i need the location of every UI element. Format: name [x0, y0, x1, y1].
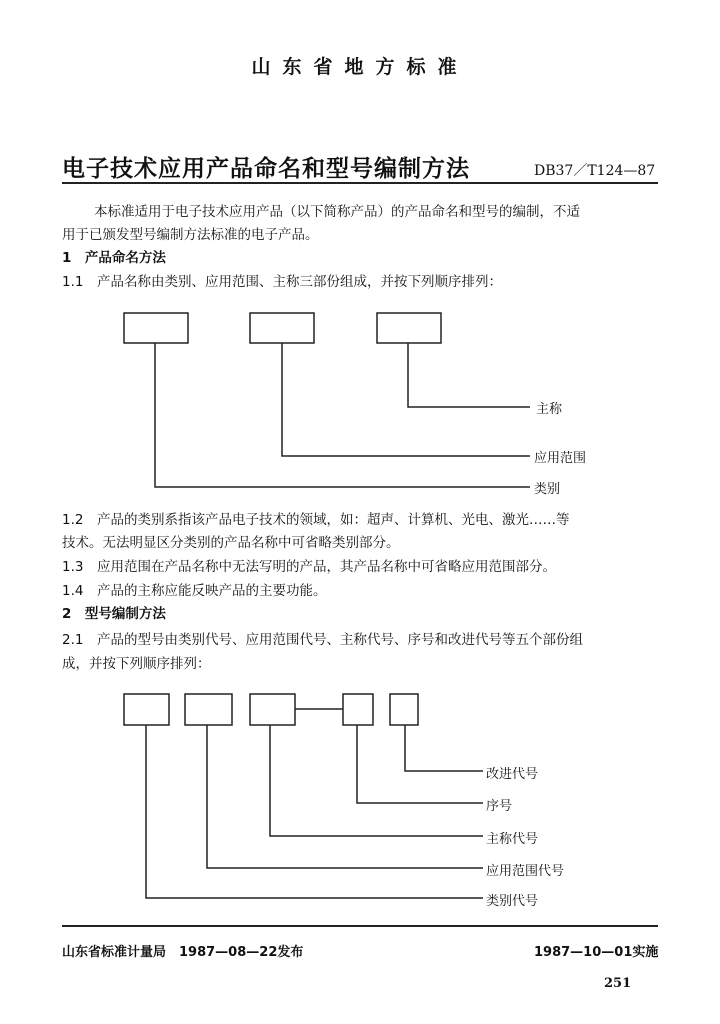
diagram1-label-main-name: 主称 — [536, 402, 563, 417]
diagram2-label-serial: 序号 — [486, 799, 513, 814]
intro-line-2: 用于已颁发型号编制方法标准的电子产品。 — [62, 227, 319, 243]
page-number: 251 — [604, 976, 632, 991]
standard-header: 山东省地方标准 — [251, 56, 469, 78]
issuer-and-issue-date: 山东省标准计量局 1987—08—22发布 — [62, 945, 304, 960]
serial-number-box — [343, 694, 373, 725]
section-2-heading: 2 型号编制方法 — [62, 606, 166, 622]
main-name-code-connector — [270, 725, 483, 836]
document-code: DB37／T124—87 — [534, 163, 656, 179]
clause-1-2-line-1: 1.2 产品的类别系指该产品电子技术的领域，如：超声、计算机、光电、激光……等 — [62, 512, 570, 528]
clause-1-4: 1.4 产品的主称应能反映产品的主要功能。 — [62, 583, 327, 599]
clause-2-1-line-2: 成，并按下列顺序排列： — [62, 656, 211, 672]
revision-connector — [405, 725, 483, 771]
section-1-heading: 1 产品命名方法 — [62, 250, 166, 266]
clause-1-3: 1.3 应用范围在产品名称中无法写明的产品，其产品名称中可省略应用范围部分。 — [62, 559, 556, 575]
category-code-box — [124, 694, 169, 725]
category-code-connector — [146, 725, 483, 898]
clause-1-2-line-2: 技术。无法明显区分类别的产品名称中可省略类别部分。 — [62, 535, 400, 551]
diagram2-label-category-code: 类别代号 — [486, 894, 539, 909]
application-code-box — [185, 694, 232, 725]
diagram2-label-main-name-code: 主称代号 — [486, 832, 539, 847]
revision-code-box — [390, 694, 418, 725]
diagram2-label-application-code: 应用范围代号 — [486, 864, 565, 879]
effective-date: 1987—10—01实施 — [534, 945, 659, 960]
serial-connector — [357, 725, 483, 803]
main-name-code-box — [250, 694, 295, 725]
clause-1-1: 1.1 产品名称由类别、应用范围、主称三部份组成，并按下列顺序排列： — [62, 274, 502, 290]
clause-2-1-line-1: 2.1 产品的型号由类别代号、应用范围代号、主称代号、序号和改进代号等五个部份组 — [62, 632, 583, 648]
intro-line-1: 本标准适用于电子技术应用产品（以下简称产品）的产品命名和型号的编制，不适 — [94, 204, 580, 220]
diagram1-label-category: 类别 — [534, 482, 561, 497]
document-title: 电子技术应用产品命名和型号编制方法 — [62, 156, 470, 182]
application-code-connector — [207, 725, 483, 868]
diagram2-label-revision: 改进代号 — [486, 767, 539, 782]
diagram1-label-application: 应用范围 — [534, 451, 587, 466]
footer-rule — [62, 925, 658, 927]
